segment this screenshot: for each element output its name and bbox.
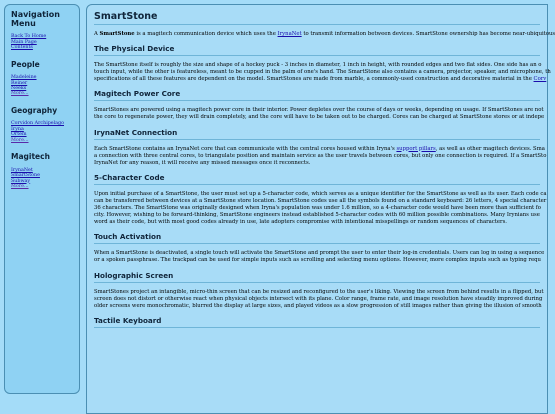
section-heading: Touch Activation	[94, 232, 162, 242]
nav-link-neeks[interactable]: Neeks	[11, 86, 27, 92]
paragraph-line: city. However, wishing to be forward-thinking, SmartStone engineers instead established 5-character codes with 60 million possible combinations. Many Irynians use	[94, 212, 540, 219]
paragraph-line: specifications of all these features are dependent on the model. SmartStones are made from marble, a commonly-used construction and decorative material in the Corv	[94, 76, 547, 83]
intro-link-irynanet[interactable]: IrynaNet	[277, 31, 302, 37]
section-paragraph	[94, 145, 547, 167]
paragraph-line: can be transferred between devices at a SmartStone store location. SmartStone codes use all the symbols found on a standard keyboard: 26 letters, 4 special character	[94, 197, 547, 204]
nav-link-ortem[interactable]: Ortem	[11, 132, 27, 138]
section-heading: Tactile Keyboard	[94, 315, 162, 325]
nav-heading-magitech: Magitech	[11, 152, 50, 162]
section-divider	[94, 282, 540, 283]
nav-link-corvidon-archipelago[interactable]: Corvidon Archipelago	[11, 121, 64, 127]
nav-link-smartstone[interactable]: SmartStone	[11, 173, 40, 179]
section-paragraph	[94, 190, 547, 226]
paragraph-line: IrynaNet for any reason, it will receive any missed messages once it reconnects.	[94, 159, 311, 166]
paragraph-line: Upon initial purchase of a SmartStone, the user must set up a 5-character code, which serves as a unique identifier for the SmartStone as well as its user. Each code ca	[94, 190, 547, 197]
section-divider	[94, 327, 540, 328]
nav-link-more-people[interactable]: More...	[11, 91, 29, 97]
section-divider	[94, 55, 540, 56]
nav-link-more-magitech[interactable]: More...	[11, 183, 29, 189]
section-heading: IrynaNet Connection	[94, 127, 178, 137]
nav-main-links	[11, 34, 73, 50]
nav-link-subway[interactable]: Subway	[11, 178, 31, 184]
page-title: SmartStone	[94, 11, 158, 22]
nav-link-reiner[interactable]: Reiner	[11, 80, 28, 86]
nav-list-magitech	[11, 168, 73, 190]
intro-bold-term: SmartStone	[99, 31, 135, 37]
section-paragraph	[94, 288, 544, 310]
section-divider	[94, 139, 540, 140]
nav-heading-geography: Geography	[11, 105, 58, 115]
paragraph-line: touch input, while the other is featureless, meant to be cupped in the palm of one's hand. The SmartStone also contains a camera, projector, speaker, and microphone, th	[94, 69, 551, 76]
section-heading: Magitech Power Core	[94, 89, 181, 99]
section-paragraph	[94, 250, 545, 264]
article-content	[86, 4, 555, 414]
nav-list-geography	[11, 121, 73, 143]
section-heading: 5-Character Code	[94, 172, 165, 182]
intro-text-start: A	[94, 31, 100, 37]
paragraph-line: older screens were monochromatic, blurred the display at large sizes, and played videos as a slow progression of still images rather than giving the illusion of smooth	[94, 302, 542, 309]
nav-list-people	[11, 75, 73, 97]
section-heading: The Physical Device	[94, 44, 175, 54]
nav-link-irynanet[interactable]: IrynaNet	[11, 167, 33, 173]
paragraph-line: the core to regenerate power, they will drain completely, and the core will have to be taken out to be charged. Cores can be charged at SmartStone stores or at indepe	[94, 114, 545, 121]
paragraph-line: SmartStones are powered using a magitech power core in their interior. Power depletes over the course of days or weeks, depending on usage. If SmartStones are not	[94, 107, 544, 114]
intro-paragraph	[94, 31, 555, 38]
paragraph-line: a connection with three central cores, to triangulate position and maintain service as the user travels between cores, but only one connection is required. If a SmartSto	[94, 152, 547, 159]
nav-link-contents[interactable]: Contents	[11, 45, 33, 51]
section-paragraph	[94, 62, 551, 83]
title-divider	[94, 24, 540, 25]
paragraph-line: Each SmartStone contains an IrynaNet core that can communicate with the central cores housed within Iryna's support pillars, as well as other magitech devices. Sma	[94, 145, 545, 152]
navigation-menu	[4, 4, 80, 394]
nav-link-more-geography[interactable]: More...	[11, 137, 29, 143]
paragraph-line: The SmartStone itself is roughly the size and shape of a hockey puck - 3 inches in diameter, 1 inch in height, with rounded edges and two flat sides. One side has an o	[94, 62, 542, 69]
paragraph-line: screen does not distort or otherwise react when physical objects intersect with its plane. Color range, frame rate, and image resolution have steadily improved during	[94, 295, 543, 302]
paragraph-line: 36 characters. The SmartStone was originally designed when Iryna's population was under 1.6 million, so a 4-character code would have been more than sufficient fo	[94, 205, 541, 212]
nav-link-back-to-home[interactable]: Back To Home	[11, 34, 47, 40]
nav-link-iryna[interactable]: Iryna	[11, 126, 24, 132]
inline-link[interactable]: support pillars	[396, 145, 436, 152]
intro-text-mid: is a magitech communication device which uses the	[134, 31, 278, 37]
nav-heading-people: People	[11, 59, 40, 69]
section-paragraph	[94, 107, 545, 121]
nav-link-madeleine[interactable]: Madeleine	[11, 75, 37, 81]
article-sections	[94, 44, 551, 328]
section-heading: Holographic Screen	[94, 270, 174, 280]
nav-title: Navigation Menu	[11, 10, 60, 29]
paragraph-line: SmartStones project an intangible, micro-thin screen that can be resized and reconfigured to the user's liking. Viewing the screen from behind results in a flipped, but	[94, 288, 544, 295]
paragraph-line: or a spoken passphrase. The trackpad can be used for simple inputs such as scrolling and selecting menu options. However, more complex inputs such as typing requ	[94, 257, 541, 264]
paragraph-line: word as their code, but with most good codes already in use, late adopters compromise with intentional misspellings or random sequences of characters.	[94, 219, 507, 226]
section-divider	[94, 100, 540, 101]
intro-text-end: to transmit information between devices. SmartStone ownership has become near-ubiquitous	[301, 31, 555, 37]
nav-link-main-page[interactable]: Main Page	[11, 39, 37, 45]
section-divider	[94, 184, 540, 185]
paragraph-line: When a SmartStone is deactivated, a single touch will activate the SmartStone and prompt the user to enter their log-in credentials. Users can log in using a sequence	[94, 250, 545, 257]
section-divider	[94, 243, 540, 244]
inline-link[interactable]: Corv	[533, 76, 547, 83]
